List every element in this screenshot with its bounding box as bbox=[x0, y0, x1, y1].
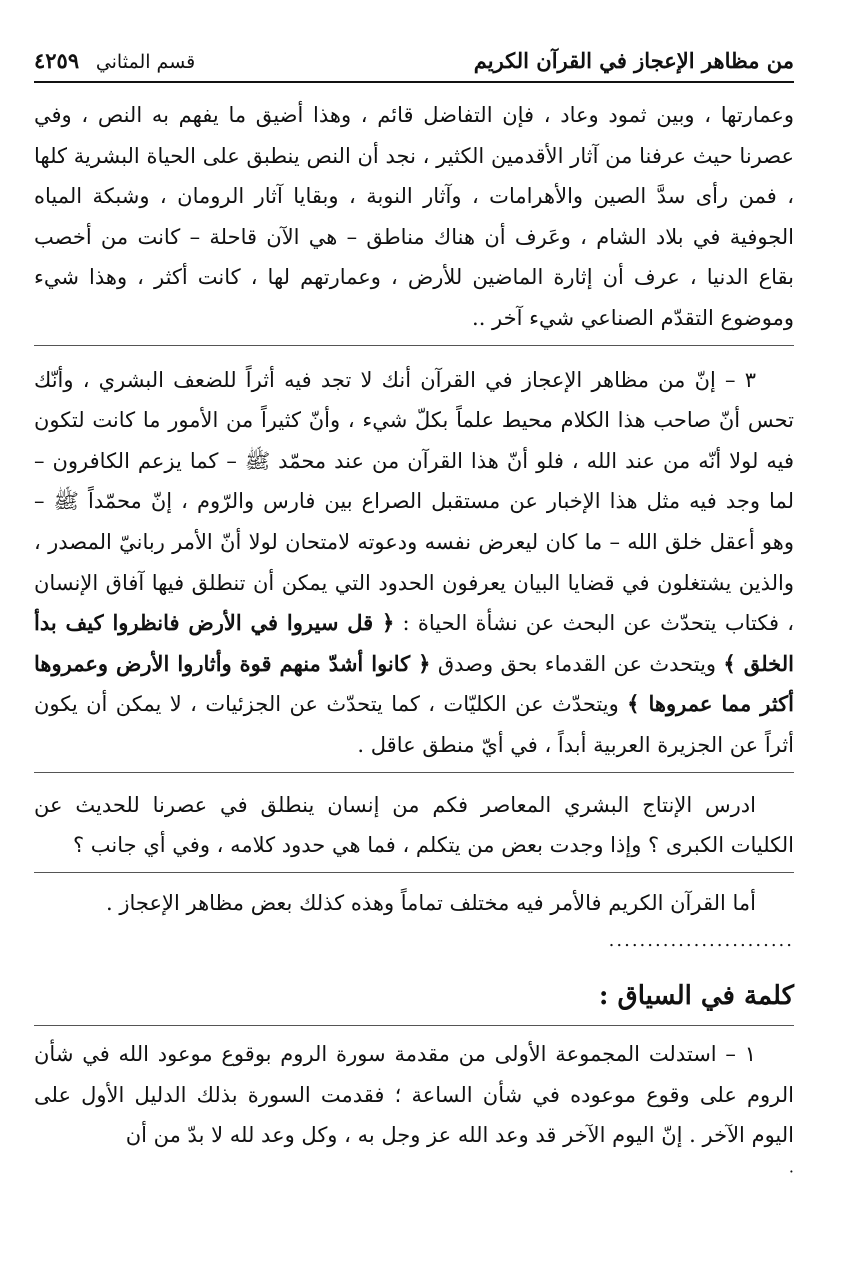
dotted-separator: ........................ bbox=[608, 930, 794, 952]
book-page bbox=[34, 44, 794, 1254]
divider-line bbox=[34, 345, 794, 346]
paragraph-2-part-c: ويتحدّث عن الكليّات ، كما يتحدّث عن الجزئيات ، لا يمكن أن يكون أثراً عن الجزيرة العربية أبداً ، في أيّ منطق عاقل . bbox=[34, 692, 794, 757]
section-heading: كلمة في السياق : bbox=[598, 981, 794, 1012]
page-number: ٤٢٥٩ bbox=[34, 48, 80, 73]
section-name: قسم المثاني bbox=[95, 51, 196, 73]
paragraph-2-part-a: ٣ – إنّ من مظاهر الإعجاز في القرآن أنك لا تجد فيه أثراً للضعف البشري ، وأنّك تحس أنّ صاحب هذا الكلام محيط علماً بكلّ شيء ، وأنّ كثيراً من الأمور ما كانت لتكون فيه لولا أنّه من عند الله ، فلو أنّ هذا القرآن من عند محمّد ﷺ – كما يزعم الكافرون – لما وجد فيه مثل هذا الإخبار عن مستقبل الصراع بين فارس والرّوم ، إنّ محمّداً ﷺ – وهو أعقل خلق الله – ما كان ليعرض نفسه ودعوته لامتحان لولا أنّ الأمر ربانيّ المصدر ، والذين يشتغلون في قضايا البيان يعرفون الحدود التي يمكن أن تنطلق فيها آفاق الإنسان ، فكتاب يتحدّث عن البحث عن نشأة الحياة : bbox=[34, 367, 794, 636]
paragraph-1: وعمارتها ، وبين ثمود وعاد ، فإن التفاضل قائم ، وهذا أضيق ما يفهم به النص ، وفي عصرنا حيث عرفنا من آثار الأقدمين الكثير ، نجد أن النص ينطبق على الحياة البشرية كلها ، فمن رأى سدَّ الصين والأهرامات ، وآثار النوبة ، وبقايا آثار الرومان ، وشبكة المياه الجوفية في بلاد الشام ، وعَرف أن هناك مناطق – هي الآن قاحلة – كانت من أخصب بقاع الدنيا ، عرف أن إثارة الماضين للأرض ، وعمارتهم لها ، كانت أكثر ، وهذا شيء وموضوع التقدّم الصناعي شيء آخر .. bbox=[34, 103, 794, 330]
paragraph-5: ١ – استدلت المجموعة الأولى من مقدمة سورة الروم بوقوع موعود الله في شأن الروم على وقوع موعوده في شأن الساعة ؛ فقدمت السورة بذلك الدليل الأول على اليوم الآخر . إنّ اليوم الآخر قد وعد الله عز وجل به ، وكل وعد لله لا بدّ من أن bbox=[34, 1042, 794, 1148]
footer-mark: · bbox=[788, 1162, 794, 1182]
header-left bbox=[34, 48, 195, 73]
page-content bbox=[34, 95, 794, 1182]
divider-line bbox=[34, 872, 794, 873]
paragraph-2-part-b: ويتحدث عن القدماء بحق وصدق bbox=[437, 651, 717, 676]
quran-quote-1: ﴿ قل سيروا في الأرض فانظروا كيف بدأ الخلق ﴾ bbox=[34, 610, 794, 676]
divider-line bbox=[34, 772, 794, 773]
paragraph-2 bbox=[34, 360, 794, 766]
paragraph-4: أما القرآن الكريم فالأمر فيه مختلف تماماً وهذه كذلك بعض مظاهر الإعجاز . bbox=[106, 890, 756, 915]
paragraph-3: ادرس الإنتاج البشري المعاصر فكم من إنسان ينطلق في عصرنا للحديث عن الكليات الكبرى ؟ وإذا وجدت بعض من يتكلم ، فما هي حدود كلامه ، وفي أي جانب ؟ bbox=[34, 792, 794, 858]
running-header bbox=[34, 44, 794, 83]
divider-line bbox=[34, 1025, 794, 1026]
book-title: من مظاهر الإعجاز في القرآن الكريم bbox=[473, 48, 794, 73]
quran-quote-2: ﴿ كانوا أشدّ منهم قوة وأثاروا الأرض وعمروها أكثر مما عمروها ﴾ bbox=[34, 650, 794, 717]
